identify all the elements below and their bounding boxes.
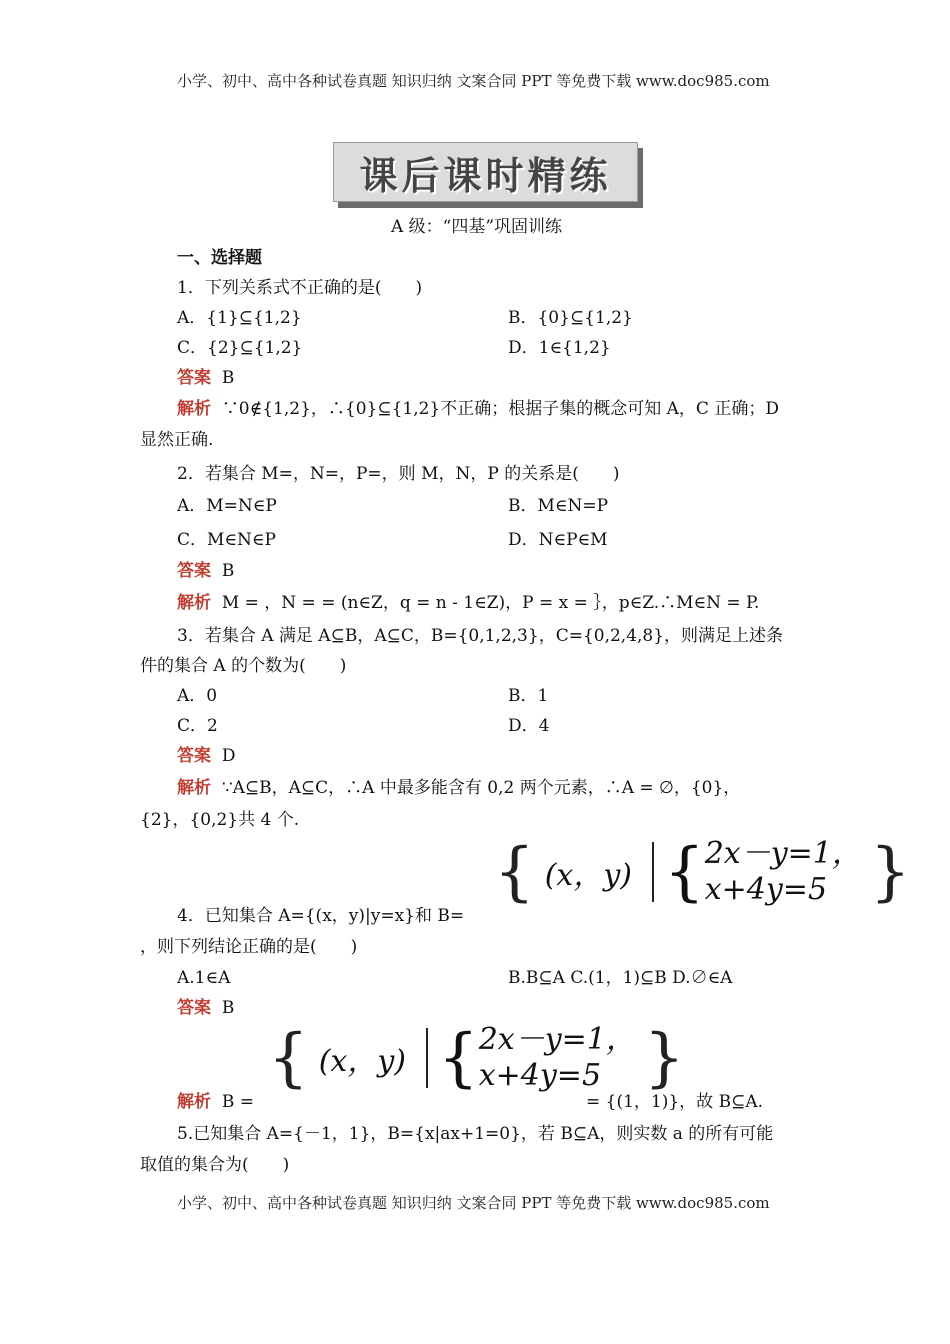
q4-explanation-pre: B = — [221, 1092, 254, 1112]
q2-answer — [177, 561, 234, 581]
explanation-label: 解析 — [177, 399, 211, 419]
q1-option-a: A．{1}⊆{1,2} — [177, 308, 302, 328]
divider-bar — [652, 842, 654, 902]
section-banner — [333, 142, 638, 202]
system-equations — [705, 836, 862, 908]
banner-title: 课后课时精练 — [359, 153, 612, 198]
system-brace: { — [438, 1021, 479, 1095]
answer-label: 答案 — [177, 368, 211, 388]
q4-stem-cont: ，则下列结论正确的是( ) — [140, 937, 358, 957]
q3-option-d: D．4 — [508, 716, 550, 736]
open-brace: { — [268, 1021, 309, 1095]
q3-explanation-text: ∵A⊆B，A⊆C，∴A 中最多能含有 0,2 两个元素，∴A = ∅，{0}， — [221, 778, 741, 798]
q4-answer — [177, 998, 234, 1018]
system-pair: (x，y) — [544, 858, 632, 893]
close-brace: } — [643, 1021, 685, 1095]
q1-answer — [177, 368, 234, 388]
section-heading: 一、选择题 — [177, 248, 262, 268]
q2-answer-value: B — [221, 561, 235, 581]
q2-option-d: D．N∈P∈M — [508, 530, 608, 550]
page-header: 小学、初中、高中各种试卷真题 知识归纳 文案合同 PPT 等免费下载 www.doc985.com — [177, 72, 770, 90]
equation-2: x+4y=5 — [704, 872, 828, 907]
q2-explanation-text: M = ，N = = (n∈Z，q = n - 1∈Z)，P = x = ｝，p∈Z.∴M∈N = P. — [221, 593, 760, 613]
q2-option-a: A．M=N∈P — [177, 496, 277, 516]
q4-equation-system — [494, 836, 911, 908]
level-title: A 级：“四基”巩固训练 — [391, 217, 563, 237]
q1-explanation-cont: 显然正确. — [140, 430, 214, 450]
system-brace: { — [664, 835, 705, 909]
q5-stem-cont: 取值的集合为( ) — [140, 1155, 290, 1175]
explanation-label: 解析 — [177, 593, 211, 613]
close-brace: } — [869, 835, 911, 909]
divider-bar — [426, 1028, 428, 1088]
q1-explanation — [177, 399, 779, 419]
explanation-label: 解析 — [177, 1092, 211, 1112]
q3-stem: 3．若集合 A 满足 A⊆B，A⊆C，B={0,1,2,3}，C={0,2,4,8}，则满足上述条 — [177, 626, 784, 646]
q4-explanation — [177, 1092, 254, 1112]
q4-explanation-post: = {(1，1)}，故 B⊆A. — [586, 1092, 763, 1112]
answer-label: 答案 — [177, 998, 211, 1018]
explanation-label: 解析 — [177, 778, 211, 798]
q3-answer — [177, 746, 235, 766]
q1-option-d: D．1∈{1,2} — [508, 338, 611, 358]
answer-label: 答案 — [177, 746, 211, 766]
q4-options-bcd: B.B⊆A C.(1，1)⊆B D.∅∈A — [508, 968, 733, 988]
equation-2: x+4y=5 — [478, 1058, 602, 1093]
q1-answer-value: B — [221, 368, 235, 388]
q4-explanation-system — [268, 1022, 685, 1094]
open-brace: { — [494, 835, 535, 909]
system-equations — [479, 1022, 636, 1094]
q4-option-a: A.1∈A — [177, 968, 231, 988]
q3-option-a: A．0 — [177, 686, 218, 706]
q4-answer-value: B — [221, 998, 235, 1018]
q2-option-b: B．M∈N=P — [508, 496, 609, 516]
answer-label: 答案 — [177, 561, 211, 581]
q1-stem: 1．下列关系式不正确的是( ) — [177, 278, 423, 298]
q2-option-c: C．M∈N∈P — [177, 530, 276, 550]
equation-1: 2x－y=1， — [704, 836, 862, 871]
q3-explanation — [177, 778, 740, 798]
system-pair: (x，y) — [318, 1044, 406, 1079]
q2-explanation — [177, 593, 759, 613]
q3-explanation-cont: {2}，{0,2}共 4 个. — [140, 810, 300, 830]
q1-option-b: B．{0}⊆{1,2} — [508, 308, 633, 328]
q2-stem: 2．若集合 M=，N=，P=，则 M，N，P 的关系是( ) — [177, 464, 620, 484]
q3-answer-value: D — [221, 746, 236, 766]
q3-option-c: C．2 — [177, 716, 218, 736]
q1-option-c: C．{2}⊆{1,2} — [177, 338, 303, 358]
q3-option-b: B．1 — [508, 686, 549, 706]
equation-1: 2x－y=1， — [478, 1022, 636, 1057]
q1-explanation-text: ∵0∉{1,2}，∴{0}⊆{1,2}不正确；根据子集的概念可知 A，C 正确；D — [221, 399, 779, 419]
q3-stem-cont: 件的集合 A 的个数为( ) — [140, 656, 347, 676]
q4-stem: 4．已知集合 A={(x，y)|y=x}和 B= — [177, 906, 465, 926]
page-footer: 小学、初中、高中各种试卷真题 知识归纳 文案合同 PPT 等免费下载 www.doc985.com — [177, 1194, 770, 1212]
q5-stem: 5.已知集合 A={－1，1}，B={x|ax+1=0}，若 B⊆A，则实数 a 的所有可能 — [177, 1124, 774, 1144]
